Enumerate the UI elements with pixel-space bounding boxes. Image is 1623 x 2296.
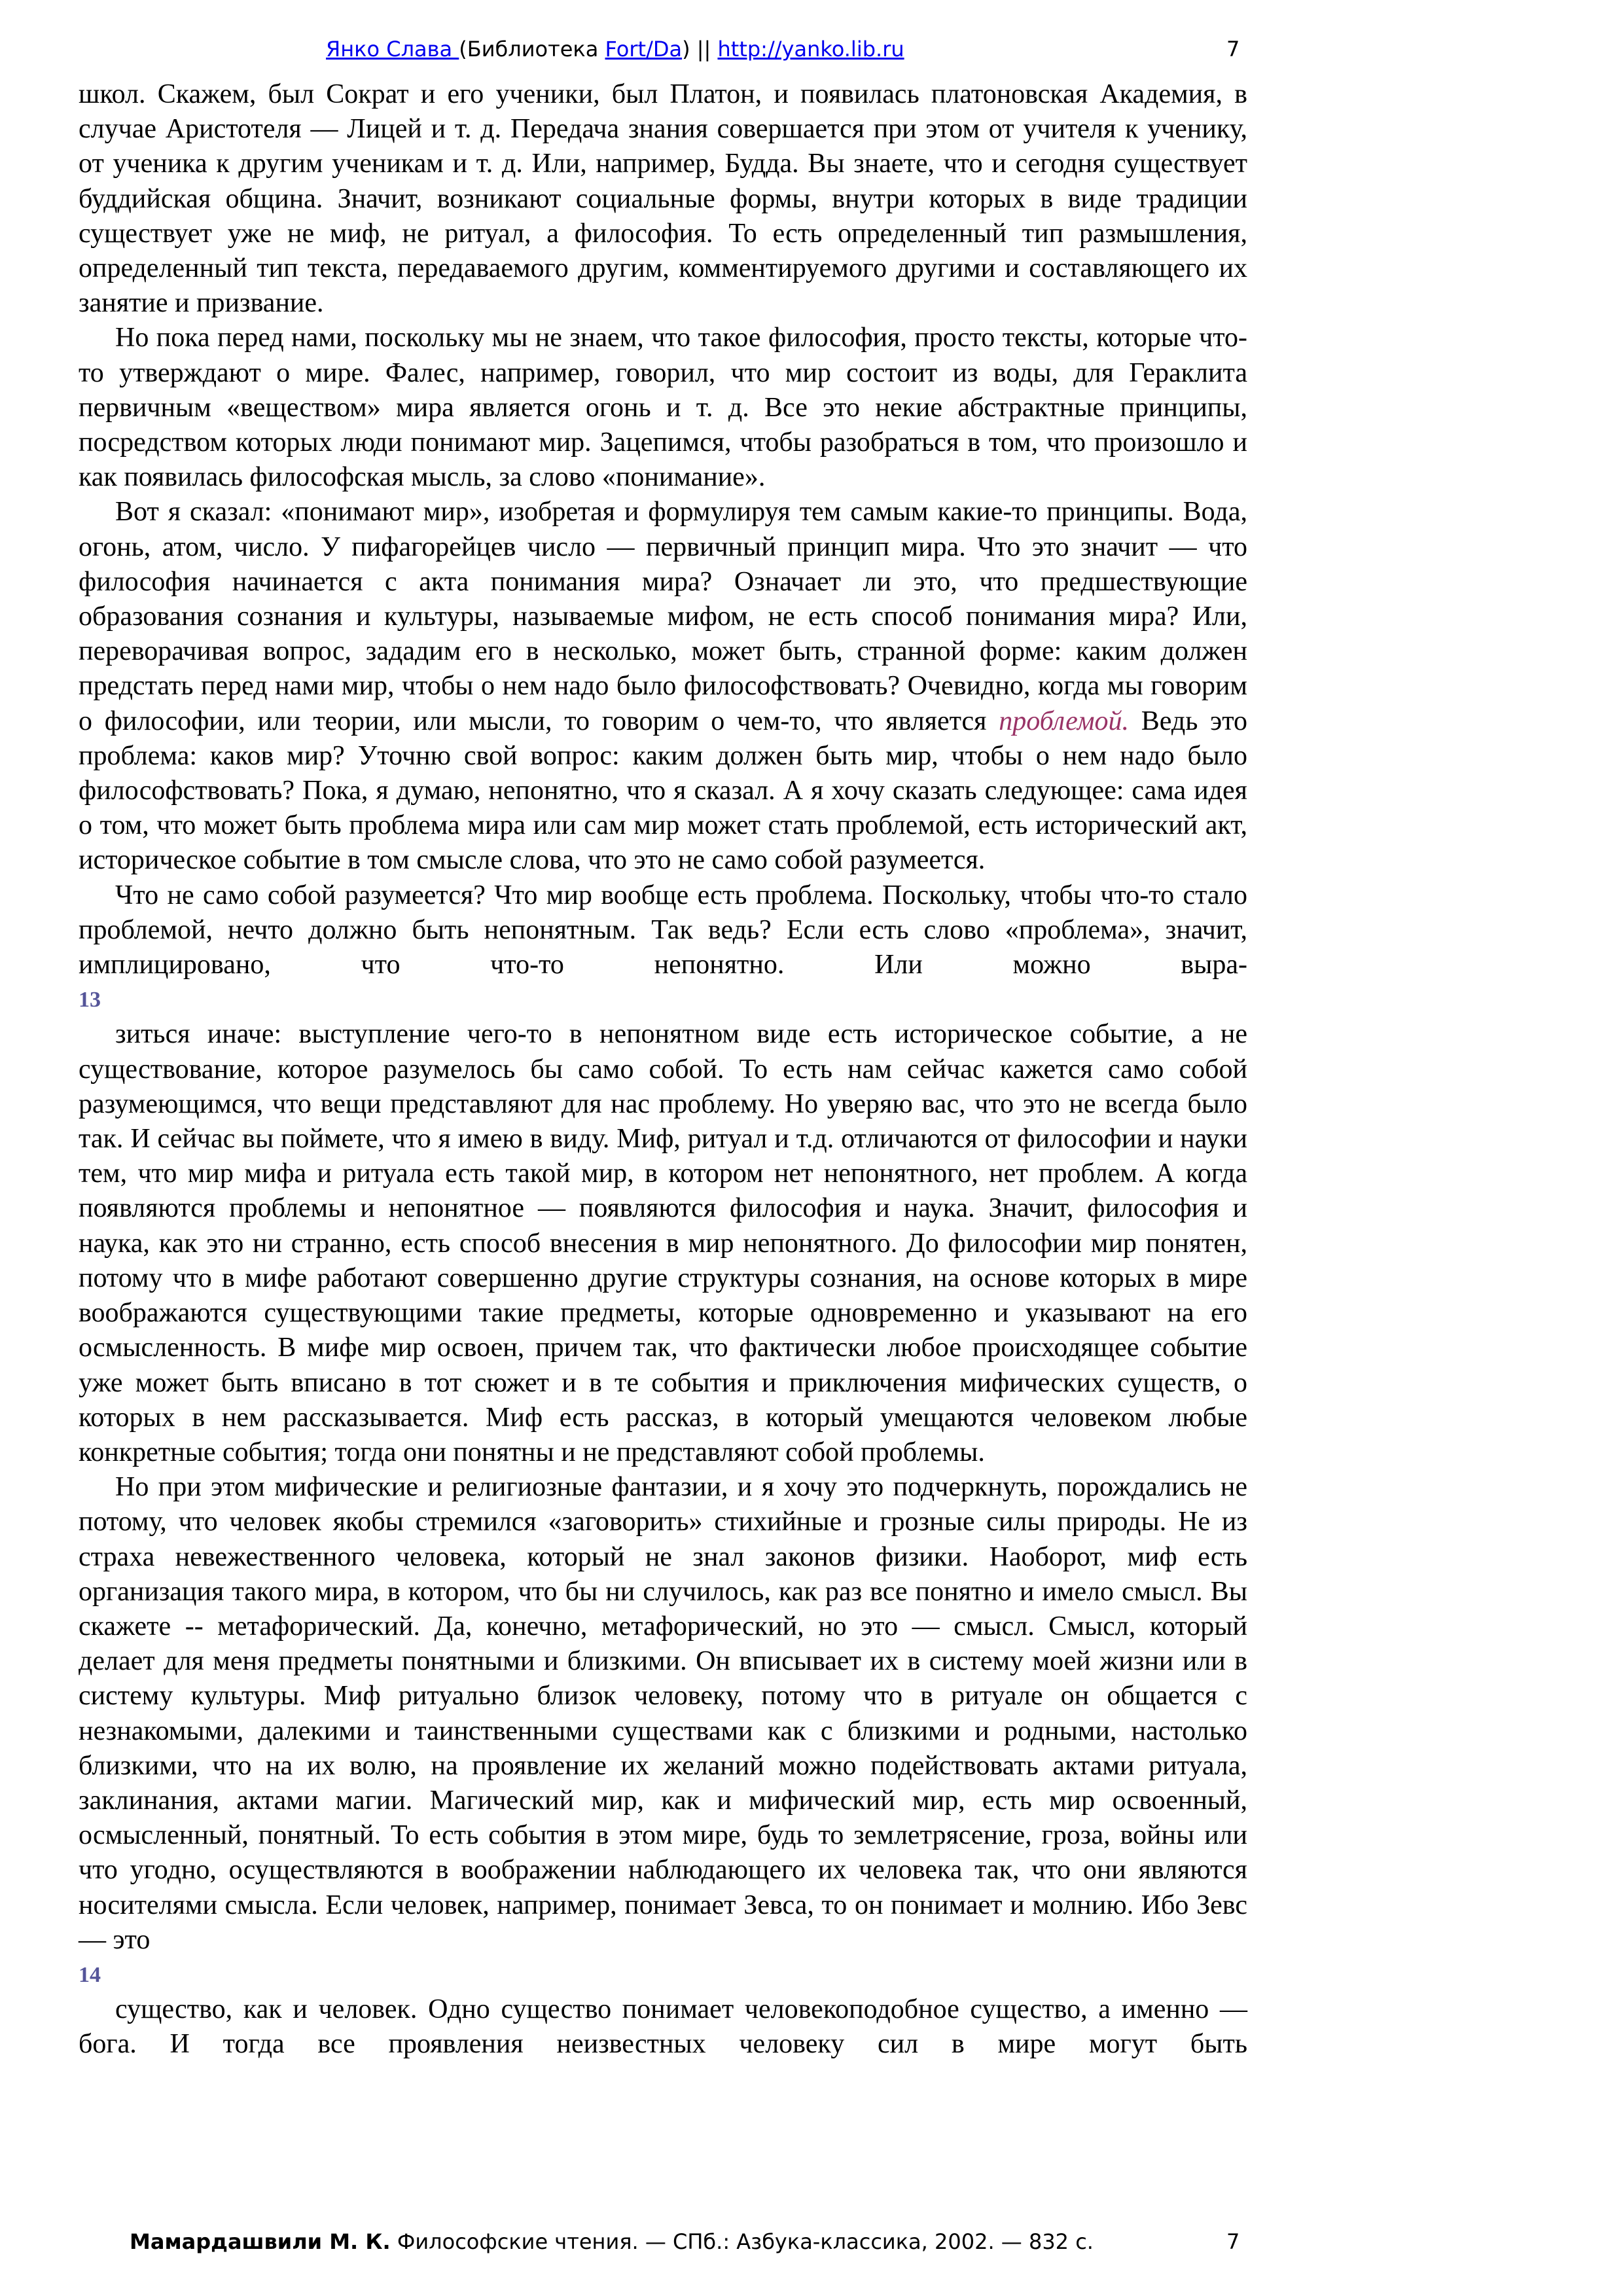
page-footer bbox=[0, 2229, 1623, 2262]
paragraph-7: существо, как и человек. Одно существо понимает человекоподобное существо, а именно — бога. И тогда все проявления неизвестных человеку сил в мире могут быть bbox=[79, 1994, 1247, 2060]
author-link[interactable]: Янко Слава bbox=[326, 37, 459, 62]
paragraph-6: Но при этом мифические и религиозные фантазии, и я хочу это подчеркнуть, порождались не потому, что человек якобы стремился «заговорить» стихийные и грозные силы природы. Не из страха невежественного человека, который не знал законов физики. Наоборот, миф есть организация такого мира, в котором, что бы ни случилось, как раз все понятно и имело смысл. Вы скажете -- метафорический. Да, конечно, метафорический, но это — смысл. Смысл, который делает для меня предметы понятными и близкими. Он вписывает их в систему моей жизни или в систему культуры. Миф ритуально близок человеку, потому что в ритуале он общается с незнакомыми, далекими и таинственными существами как с близкими и родными, настолько близкими, что на их волю, на проявление их желаний можно подействовать актами ритуала, заклинания, актами магии. Магический мир, как и мифический мир, есть мир освоенный, осмысленный, понятный. То есть события в этом мире, будь то землетрясение, гроза, войны или что угодно, осуществляются в воображении наблюдающего их человека так, что они являются носителями смысла. Если человек, например, понимает Зевса, то он понимает и молнию. Ибо Зевс — это bbox=[79, 1472, 1247, 1955]
library-label-close: ) || bbox=[682, 37, 718, 62]
library-link[interactable]: Fort/Da bbox=[605, 37, 683, 62]
paragraph-1: школ. Скажем, был Сократ и его ученики, был Платон, и появилась платоновская Академия, в случае Аристотеля — Лицей и т. д. Передача знания совершается при этом от учителя к ученику, от ученика к другим ученикам и т. д. Или, например, Будда. Вы знаете, что и сегодня существует буддийская община. Значит, возникают социальные формы, внутри которых в виде традиции существует уже не миф, не ритуал, а философия. То есть определенный тип размышления, определенный тип текста, передаваемого другим, комментируемого другими и составляющего их занятие и призвание. bbox=[79, 79, 1247, 319]
highlighted-word: проблемой. bbox=[999, 706, 1130, 736]
paragraph-3-end: Ведь это проблема: каков мир? Уточню свой вопрос: каким должен быть мир, чтобы о нем надо было философствовать? Пока, я думаю, непонятно, что я сказал. А я хочу сказать следующее: сама идея о том, что может быть проблема мира или сам мир может стать проблемой, есть исторический акт, историческое событие в том смысле слова, что это не само собой разумеется. bbox=[79, 706, 1247, 876]
citation-details: Философские чтения. — СПб.: Азбука-классика, 2002. — 832 с. bbox=[390, 2229, 1094, 2254]
paragraph-3 bbox=[79, 495, 1247, 878]
paragraph-4: Что не само собой разумеется? Что мир вообще есть проблема. Поскольку, чтобы что-то стало проблемой, нечто должно быть непонятным. Так ведь? Если есть слово «проблема», значит, имплицировано, что что-то непонятно. Или можно выра- bbox=[79, 880, 1247, 980]
source-page-marker-13: 13 bbox=[79, 988, 101, 1013]
citation bbox=[130, 2229, 1094, 2254]
paragraph-3-start: Вот я сказал: «понимают мир», изобретая и формулируя тем самым какие-то принципы. Вода, огонь, атом, число. У пифагорейцев число — первичный принцип мира. Что это значит — что философия начинается с акта понимания мира? Означает ли это, что предшествующие образования сознания и культуры, называемые мифом, не есть способ понимания мира? Или, переворачивая вопрос, зададим его в несколько, может быть, странной форме: каким должен предстать перед нами мир, чтобы о нем надо было философствовать? Очевидно, когда мы говорим о философии, или теории, или мысли, то говорим о чем-то, что является bbox=[79, 497, 1247, 736]
library-label-open: (Библиотека bbox=[459, 37, 605, 62]
page-number-top: 7 bbox=[1226, 37, 1240, 62]
page-body bbox=[79, 77, 1247, 2062]
page-header bbox=[0, 37, 1623, 76]
page-number-bottom: 7 bbox=[1226, 2229, 1240, 2254]
site-link[interactable]: http://yanko.lib.ru bbox=[717, 37, 904, 62]
paragraph-2: Но пока перед нами, поскольку мы не знаем, что такое философия, просто тексты, которые что-то утверждают о мире. Фалес, например, говорил, что мир состоит из воды, для Гераклита первичным «веществом» мира является огонь и т. д. Все это некие абстрактные принципы, посредством которых люди понимают мир. Зацепимся, чтобы разобраться в том, что произошло и как появилась философская мысль, за слово «понимание». bbox=[79, 323, 1247, 493]
header-links bbox=[326, 37, 904, 62]
citation-author: Мамардашвили М. К. bbox=[130, 2229, 391, 2254]
source-page-marker-14: 14 bbox=[79, 1962, 101, 1987]
paragraph-5: зиться иначе: выступление чего-то в непонятном виде есть историческое событие, а не существование, которое разумелось бы само собой. То есть нам сейчас кажется само собой разумеющимся, что вещи представляют для нас проблему. Но уверяю вас, что это не всегда было так. И сейчас вы поймете, что я имею в виду. Миф, ритуал и т.д. отличаются от философии и науки тем, что мир мифа и ритуала есть такой мир, в котором нет непонятного, нет проблем. А когда появляются проблемы и непонятное — появляются философия и наука. Значит, философия и наука, как это ни странно, есть способ внесения в мир непонятного. До философии мир понятен, потому что в мифе работают совершенно другие структуры сознания, на основе которых в мире воображаются существующими такие предметы, которые одновременно и указывают на его осмысленность. В мифе мир освоен, причем так, что фактически любое происходящее событие уже может быть вписано в тот сюжет и в те события и приключения мифических существ, о которых в нем рассказывается. Миф есть рассказ, в который умещаются человеком любые конкретные события; тогда они понятны и не представляют собой проблемы. bbox=[79, 1019, 1247, 1467]
